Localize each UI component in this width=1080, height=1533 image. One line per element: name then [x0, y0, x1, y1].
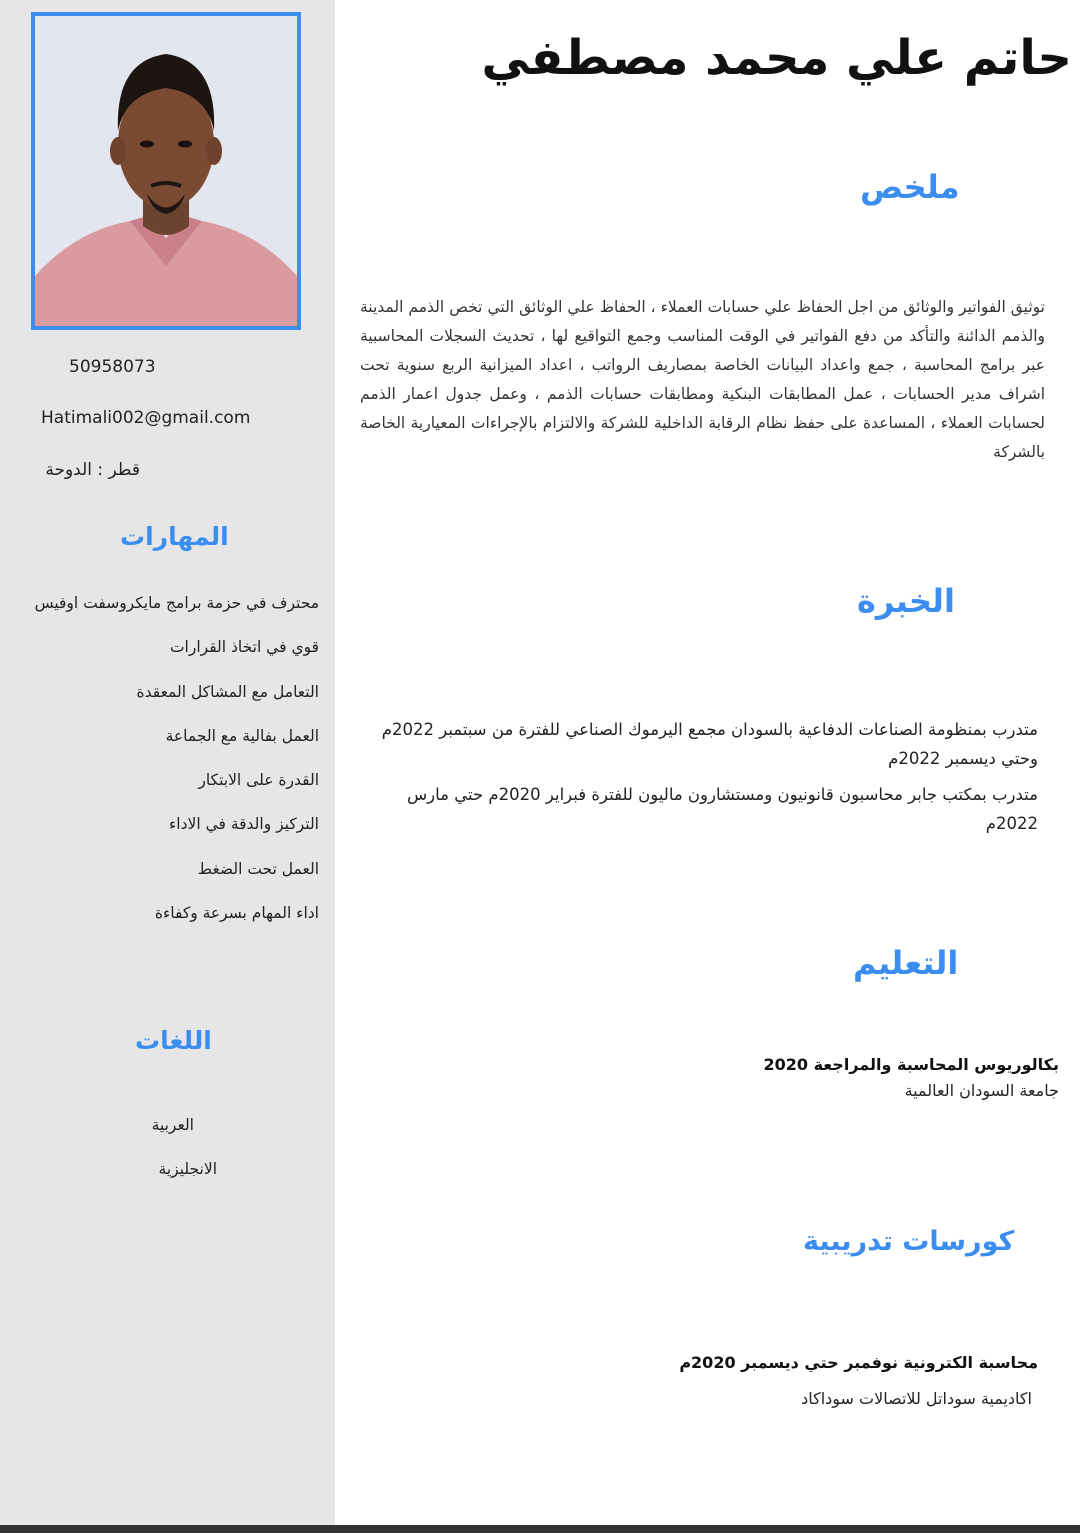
phone-number: 50958073 — [69, 357, 156, 377]
skill-item: التعامل مع المشاكل المعقدة — [136, 682, 319, 701]
education-heading: التعليم — [853, 944, 959, 982]
skill-item: العمل تحت الضغط — [197, 859, 319, 878]
experience-heading: الخبرة — [857, 582, 955, 620]
candidate-name: حاتم علي محمد مصطفي — [481, 30, 1072, 86]
course-organization: اكاديمية سوداتل للاتصالات سوداكاد — [801, 1389, 1032, 1408]
languages-heading: اللغات — [135, 1026, 212, 1055]
skills-list — [10, 594, 319, 948]
language-item: الانجليزية — [158, 1160, 217, 1178]
skill-item: قوي في اتخاذ القرارات — [169, 638, 319, 657]
summary-heading: ملخص — [860, 168, 960, 206]
email-address: Hatimali002@gmail.com — [41, 408, 251, 428]
skill-item: اداء المهام بسرعة وكفاءة — [154, 904, 319, 923]
skills-heading: المهارات — [120, 522, 229, 551]
skill-item: العمل بفالية مع الجماعة — [165, 726, 319, 745]
courses-heading: كورسات تدريبية — [803, 1226, 1015, 1257]
skill-item: القدرة على الابتكار — [198, 771, 319, 790]
experience-item: متدرب بمنظومة الصناعات الدفاعية بالسودان مجمع اليرموك الصناعي للفترة من سبتمبر 2022م وحتي ديسمبر 2022م — [381, 720, 1038, 768]
language-item: العربية — [151, 1116, 194, 1134]
education-degree: بكالوريوس المحاسبة والمراجعة 2020 — [763, 1055, 1059, 1074]
skill-item: التركيز والدقة في الاداء — [169, 815, 319, 834]
education-school: جامعة السودان العالمية — [904, 1081, 1059, 1100]
experience-item: متدرب بمكتب جابر محاسبون قانونيون ومستشارون ماليون للفترة فبراير 2020م حتي مارس 2022م — [407, 785, 1038, 833]
summary-text: توثيق الفواتير والوثائق من اجل الحفاظ علي حسابات العملاء ، الحفاظ علي الوثائق التي تخص الذمم المدينة والذمم الدائنة والتأكد من دفع الفواتير في الوقت المناسب وجمع التواقيع لها ، تحديث السجلات المحاسبية عبر برامج المحاسبة ، جمع واعداد البيانات الخاصة بمصاريف الرواتب ، اعداد الميزانية الربع سنوية تحت اشراف مدير الحسابات ، عمل المطابقات البنكية ومطابقات حسابات الذمم ، وعمل جدول اعمار الذمم لحسابات العملاء ، المساعدة على حفظ نظام الرقابة الداخلية للشركة والالتزام بالإجراءات المعيارية الخاصة بالشركة — [360, 298, 1045, 461]
profile-photo — [31, 12, 301, 330]
course-title: محاسبة الكترونية نوفمبر حتي ديسمبر 2020م — [679, 1353, 1038, 1372]
skill-item: محترف في حزمة برامج مايكروسفت اوفيس — [34, 594, 319, 612]
bottom-border — [0, 1525, 1080, 1533]
location: قطر : الدوحة — [45, 460, 140, 480]
languages-list — [100, 1116, 217, 1204]
